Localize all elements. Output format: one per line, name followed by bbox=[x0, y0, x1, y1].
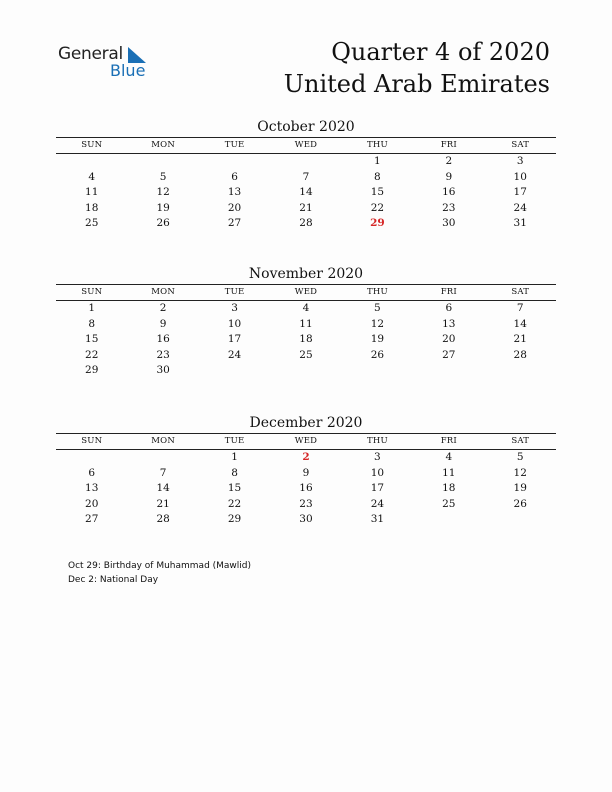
day-cell: 10 bbox=[227, 317, 242, 330]
day-cell: 19 bbox=[156, 201, 170, 214]
day-cell: 21 bbox=[513, 333, 527, 346]
day-cell: 2 bbox=[302, 451, 310, 463]
week-row bbox=[56, 363, 556, 379]
day-cell: 10 bbox=[370, 466, 385, 479]
day-cell: 9 bbox=[445, 170, 453, 183]
day-cell: 25 bbox=[442, 497, 456, 510]
day-cell: 31 bbox=[370, 513, 385, 526]
day-cell: 3 bbox=[231, 302, 238, 314]
day-cell: 23 bbox=[442, 201, 456, 214]
weekday-label: TUE bbox=[224, 140, 245, 150]
day-cell: 22 bbox=[227, 497, 242, 510]
week-row bbox=[56, 170, 556, 186]
day-cell: 23 bbox=[156, 348, 170, 361]
week-row bbox=[56, 332, 556, 348]
day-cell: 13 bbox=[442, 317, 456, 330]
day-cell: 18 bbox=[299, 333, 313, 346]
day-cell: 17 bbox=[513, 186, 527, 199]
weekday-label: SUN bbox=[81, 140, 103, 150]
week-row bbox=[56, 185, 556, 201]
day-cell bbox=[199, 363, 270, 379]
week-row bbox=[56, 348, 556, 364]
day-cell: 30 bbox=[299, 513, 313, 526]
day-cell: 25 bbox=[85, 217, 99, 230]
day-cell: 19 bbox=[513, 482, 527, 495]
weekday-label: FRI bbox=[440, 140, 457, 150]
week-row bbox=[56, 512, 556, 528]
holiday-note: Dec 2: National Day bbox=[68, 575, 159, 585]
day-cell: 7 bbox=[516, 302, 524, 314]
week-row bbox=[56, 154, 556, 170]
weekday-label: FRI bbox=[440, 436, 457, 446]
day-cell: 11 bbox=[442, 466, 456, 479]
day-cell: 17 bbox=[370, 482, 385, 495]
day-cell: 29 bbox=[85, 364, 99, 377]
day-cell: 14 bbox=[156, 482, 170, 495]
day-cell bbox=[127, 450, 198, 466]
title-quarter: Quarter 4 of 2020 bbox=[331, 38, 550, 66]
day-cell: 26 bbox=[370, 348, 385, 361]
day-cell: 18 bbox=[442, 482, 456, 495]
day-cell: 5 bbox=[374, 302, 381, 314]
day-cell: 24 bbox=[513, 201, 527, 214]
day-cell: 27 bbox=[442, 348, 456, 361]
day-cell: 4 bbox=[445, 451, 453, 463]
day-cell: 30 bbox=[442, 217, 456, 230]
day-cell: 6 bbox=[445, 302, 453, 314]
month-december bbox=[56, 413, 556, 528]
day-cell: 27 bbox=[227, 217, 242, 230]
day-cell: 14 bbox=[513, 317, 527, 330]
day-cell: 3 bbox=[374, 451, 381, 463]
weekday-header-row bbox=[56, 433, 556, 450]
day-cell: 15 bbox=[370, 186, 385, 199]
day-cell: 9 bbox=[302, 466, 310, 479]
day-cell: 3 bbox=[516, 155, 524, 167]
weekday-label: MON bbox=[151, 287, 175, 297]
day-cell: 17 bbox=[227, 333, 242, 346]
day-cell: 12 bbox=[156, 186, 170, 199]
day-cell: 16 bbox=[299, 482, 313, 495]
day-cell: 5 bbox=[159, 170, 167, 183]
weekday-label: WED bbox=[294, 287, 318, 297]
weekday-label: MON bbox=[151, 436, 175, 446]
day-cell: 11 bbox=[85, 186, 99, 199]
week-row bbox=[56, 317, 556, 333]
weekday-label: TUE bbox=[224, 436, 245, 446]
day-cell: 15 bbox=[85, 333, 99, 346]
day-cell bbox=[485, 363, 556, 379]
day-cell: 8 bbox=[88, 317, 96, 330]
day-cell: 23 bbox=[299, 497, 313, 510]
month-name: November 2020 bbox=[248, 266, 364, 282]
weekday-header-row bbox=[56, 284, 556, 301]
day-cell: 26 bbox=[156, 217, 170, 230]
day-cell: 30 bbox=[156, 364, 170, 377]
month-grid bbox=[56, 450, 556, 528]
day-cell: 2 bbox=[445, 155, 453, 167]
day-cell bbox=[270, 154, 341, 170]
logo-blue-text: Blue bbox=[110, 61, 146, 80]
day-cell: 10 bbox=[513, 170, 527, 183]
day-cell: 8 bbox=[374, 170, 381, 183]
page-title bbox=[284, 36, 550, 100]
day-cell: 2 bbox=[159, 302, 167, 314]
day-cell: 19 bbox=[370, 333, 385, 346]
day-cell bbox=[56, 154, 127, 170]
weekday-label: THU bbox=[366, 140, 388, 150]
weekday-header-row bbox=[56, 137, 556, 154]
day-cell: 28 bbox=[156, 513, 170, 526]
weekday-label: SUN bbox=[81, 436, 103, 446]
day-cell: 20 bbox=[227, 201, 242, 214]
week-row bbox=[56, 301, 556, 317]
day-cell: 16 bbox=[156, 333, 170, 346]
day-cell: 11 bbox=[299, 317, 313, 330]
day-cell: 1 bbox=[88, 302, 96, 314]
day-cell: 15 bbox=[227, 482, 242, 495]
holiday-notes bbox=[68, 559, 251, 587]
day-cell: 13 bbox=[85, 482, 99, 495]
day-cell: 1 bbox=[231, 451, 238, 463]
weekday-label: SAT bbox=[511, 287, 530, 297]
day-cell: 21 bbox=[299, 201, 313, 214]
day-cell: 4 bbox=[88, 170, 96, 183]
day-cell bbox=[270, 363, 341, 379]
generalblue-logo bbox=[58, 44, 158, 84]
day-cell: 13 bbox=[227, 186, 242, 199]
weekday-label: TUE bbox=[224, 287, 245, 297]
day-cell: 1 bbox=[374, 155, 381, 167]
weekday-label: SAT bbox=[511, 436, 530, 446]
weekday-label: WED bbox=[294, 436, 318, 446]
day-cell: 18 bbox=[85, 201, 99, 214]
day-cell: 6 bbox=[88, 466, 96, 479]
title-country: United Arab Emirates bbox=[283, 70, 550, 98]
day-cell: 29 bbox=[370, 217, 385, 230]
week-row bbox=[56, 216, 556, 232]
day-cell bbox=[342, 363, 413, 379]
week-row bbox=[56, 201, 556, 217]
day-cell: 5 bbox=[516, 451, 524, 463]
day-cell: 7 bbox=[302, 170, 310, 183]
weekday-label: MON bbox=[151, 140, 175, 150]
week-row bbox=[56, 497, 556, 513]
week-row bbox=[56, 481, 556, 497]
day-cell bbox=[485, 512, 556, 528]
month-grid bbox=[56, 154, 556, 232]
day-cell bbox=[413, 363, 484, 379]
month-october bbox=[56, 117, 556, 232]
weekday-label: THU bbox=[366, 436, 388, 446]
day-cell: 12 bbox=[513, 466, 527, 479]
day-cell: 25 bbox=[299, 348, 313, 361]
day-cell: 16 bbox=[442, 186, 456, 199]
week-row bbox=[56, 450, 556, 466]
weekday-label: SUN bbox=[81, 287, 103, 297]
day-cell bbox=[56, 450, 127, 466]
day-cell: 6 bbox=[231, 170, 238, 183]
day-cell: 24 bbox=[227, 348, 242, 361]
day-cell: 26 bbox=[513, 497, 527, 510]
day-cell bbox=[127, 154, 198, 170]
day-cell: 29 bbox=[227, 513, 242, 526]
day-cell: 9 bbox=[159, 317, 167, 330]
day-cell: 20 bbox=[442, 333, 456, 346]
day-cell bbox=[413, 512, 484, 528]
month-november bbox=[56, 264, 556, 379]
day-cell: 21 bbox=[156, 497, 170, 510]
day-cell: 31 bbox=[513, 217, 527, 230]
weekday-label: FRI bbox=[440, 287, 457, 297]
logo-general-text: General bbox=[58, 44, 123, 64]
week-row bbox=[56, 466, 556, 482]
weekday-label: THU bbox=[366, 287, 388, 297]
holiday-note: Oct 29: Birthday of Muhammad (Mawlid) bbox=[68, 561, 252, 571]
day-cell: 24 bbox=[370, 497, 385, 510]
day-cell: 28 bbox=[299, 217, 313, 230]
weekday-label: WED bbox=[294, 140, 318, 150]
weekday-label: SAT bbox=[511, 140, 530, 150]
day-cell: 22 bbox=[370, 201, 385, 214]
month-name: December 2020 bbox=[249, 415, 363, 431]
day-cell: 12 bbox=[370, 317, 385, 330]
month-name: October 2020 bbox=[257, 119, 355, 135]
day-cell: 14 bbox=[299, 186, 313, 199]
day-cell: 8 bbox=[231, 466, 238, 479]
day-cell: 4 bbox=[302, 302, 310, 314]
day-cell: 28 bbox=[513, 348, 527, 361]
day-cell: 7 bbox=[159, 466, 167, 479]
month-grid bbox=[56, 301, 556, 379]
day-cell: 27 bbox=[85, 513, 99, 526]
day-cell: 20 bbox=[85, 497, 99, 510]
day-cell bbox=[199, 154, 270, 170]
day-cell: 22 bbox=[85, 348, 99, 361]
